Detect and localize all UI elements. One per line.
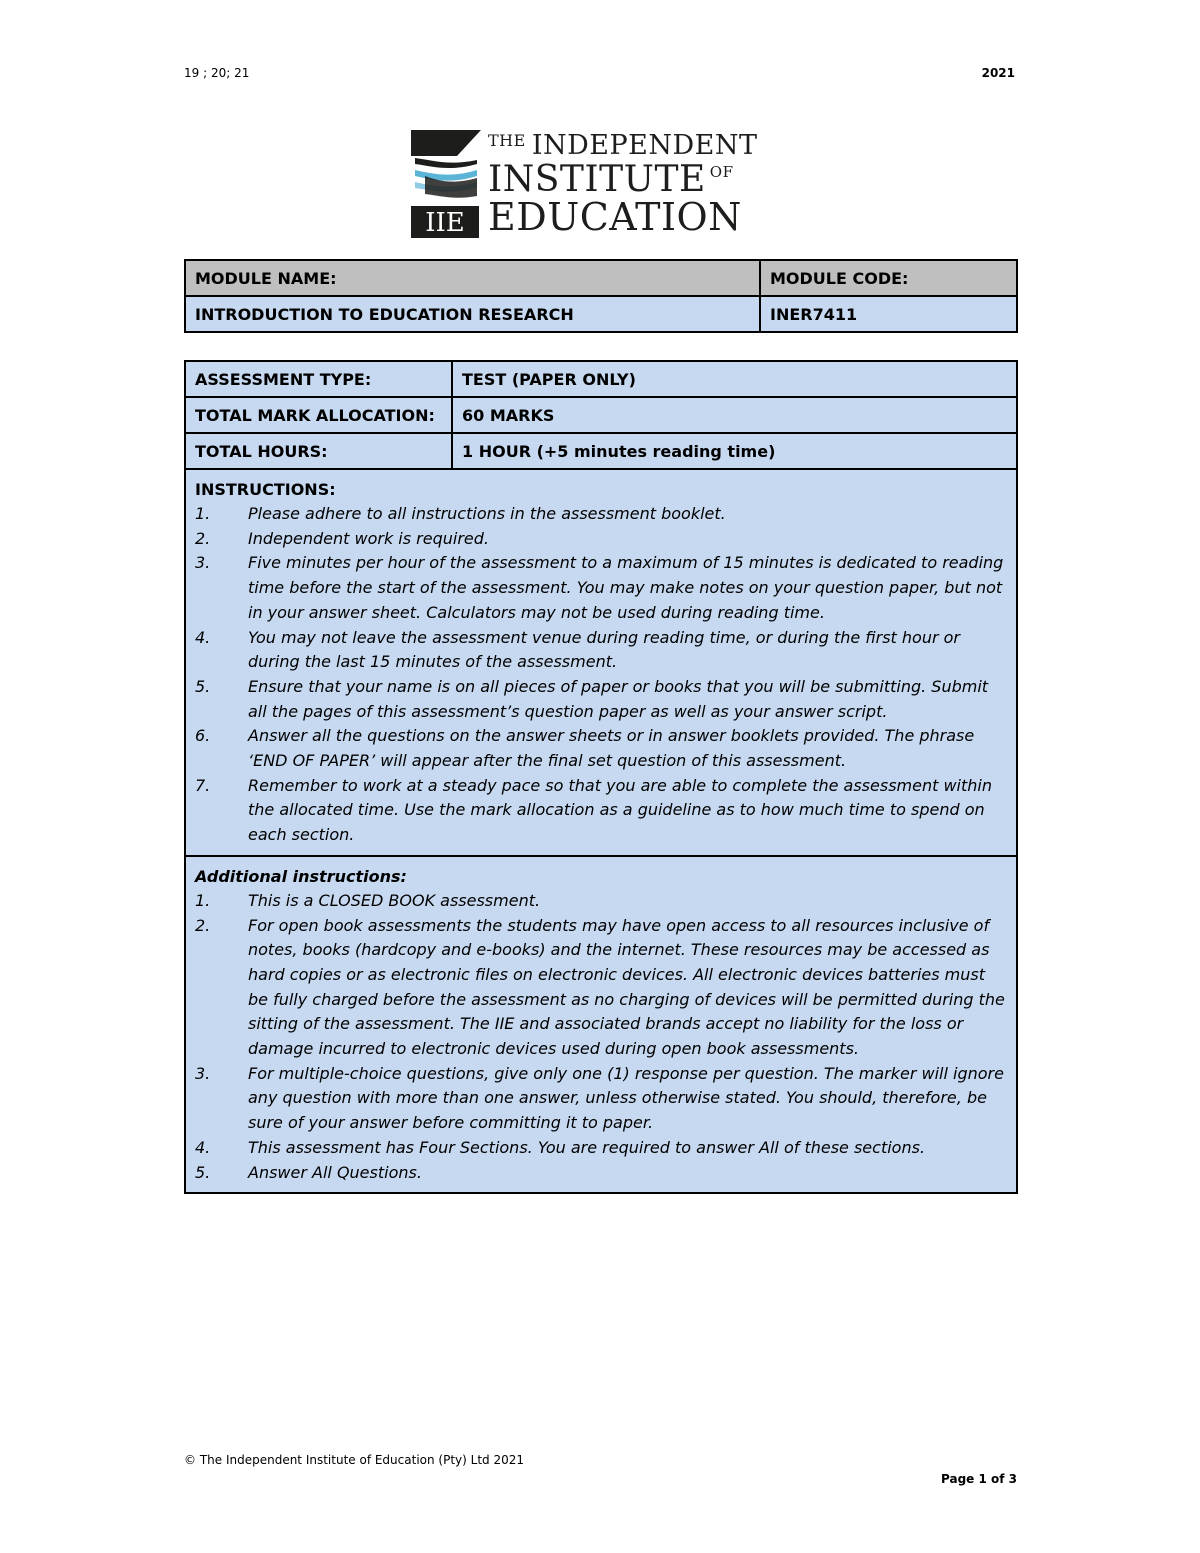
header-year: 2021 xyxy=(981,66,1015,80)
instructions-title: INSTRUCTIONS: xyxy=(195,480,336,499)
logo-line-3: EDUCATION xyxy=(488,195,742,239)
logo-line-2: INSTITUTE $^{OF}$ xyxy=(488,159,734,200)
header-codes: 19 ; 20; 21 xyxy=(184,66,250,80)
module-name-value: INTRODUCTION TO EDUCATION RESEARCH xyxy=(185,296,760,332)
module-code-value: INER7411 xyxy=(760,296,1017,332)
instructions-cell xyxy=(185,469,1017,856)
module-name-label: MODULE NAME: xyxy=(185,260,760,296)
module-table xyxy=(184,259,1018,333)
list-item: 4. You may not leave the assessment venue during reading time, or during the first hour or during the last 15 minutes of the assessment. xyxy=(195,627,960,672)
list-item: 4. This assessment has Four Sections. You are required to answer All of these sections. xyxy=(195,1137,926,1157)
module-code-label: MODULE CODE: xyxy=(760,260,1017,296)
assessment-type-label: ASSESSMENT TYPE: xyxy=(185,361,452,397)
instructions-list xyxy=(195,502,1007,848)
total-marks-value: 60 MARKS xyxy=(452,397,1017,433)
additional-instructions-title: Additional instructions: xyxy=(195,866,407,886)
list-item: 2. For open book assessments the students may have open access to all resources inclusive of notes, books (hardcopy and e-books) and the internet. These resources may be accessed as hard copies or as electronic files on electronic devices. All electronic devices batteries must be fully charged before the assessment as no charging of devices will be permitted during the sitting of the assessment. The IIE and associated brands accept no liability for the loss or damage incurred to electronic devices used during open book assessments. xyxy=(195,915,1005,1059)
list-item: 6. Answer all the questions on the answer sheets or in answer booklets provided. The phrase ‘END OF PAPER’ will appear after the final set question of this assessment. xyxy=(195,726,975,771)
total-marks-label: TOTAL MARK ALLOCATION: xyxy=(185,397,452,433)
additional-instructions-cell xyxy=(185,856,1017,1193)
total-hours-label: TOTAL HOURS: xyxy=(185,433,452,469)
list-item: 2. Independent work is required. xyxy=(195,528,489,548)
total-hours-value: 1 HOUR (+5 minutes reading time) xyxy=(452,433,1017,469)
logo-line-1: $^{THE}$ INDEPENDENT xyxy=(488,130,758,161)
list-item: 1. This is a CLOSED BOOK assessment. xyxy=(195,890,541,910)
additional-instructions-list xyxy=(195,889,1007,1185)
logo-emblem-icon xyxy=(411,130,483,238)
list-item: 1. Please adhere to all instructions in the assessment booklet. xyxy=(195,504,726,523)
assessment-type-value: TEST (PAPER ONLY) xyxy=(452,361,1017,397)
list-item: 5. Ensure that your name is on all pieces of paper or books that you will be submitting. Submit all the pages of this assessment’s question paper as well as your answer script. xyxy=(195,676,989,721)
assessment-table xyxy=(184,360,1018,1194)
footer-copyright: © The Independent Institute of Education (Pty) Ltd 2021 xyxy=(184,1453,524,1467)
list-item: 3. For multiple-choice questions, give only one (1) response per question. The marker will ignore any question with more than one answer, unless otherwise stated. You should, therefore, be sure of your answer before committing it to paper. xyxy=(195,1063,1004,1133)
list-item: 3. Five minutes per hour of the assessment to a maximum of 15 minutes is dedicated to reading time before the start of the assessment. You may make notes on your question paper, but not in your answer sheet. Calculators may not be used during reading time. xyxy=(195,553,1004,622)
svg-text:IIE: IIE xyxy=(425,208,465,238)
list-item: 5. Answer All Questions. xyxy=(195,1162,422,1182)
page-number: Page 1 of 3 xyxy=(941,1472,1017,1486)
iie-logo xyxy=(411,128,791,238)
list-item: 7. Remember to work at a steady pace so that you are able to complete the assessment within the allocated time. Use the mark allocation as a guideline as to how much time to spend on each section. xyxy=(195,775,992,845)
